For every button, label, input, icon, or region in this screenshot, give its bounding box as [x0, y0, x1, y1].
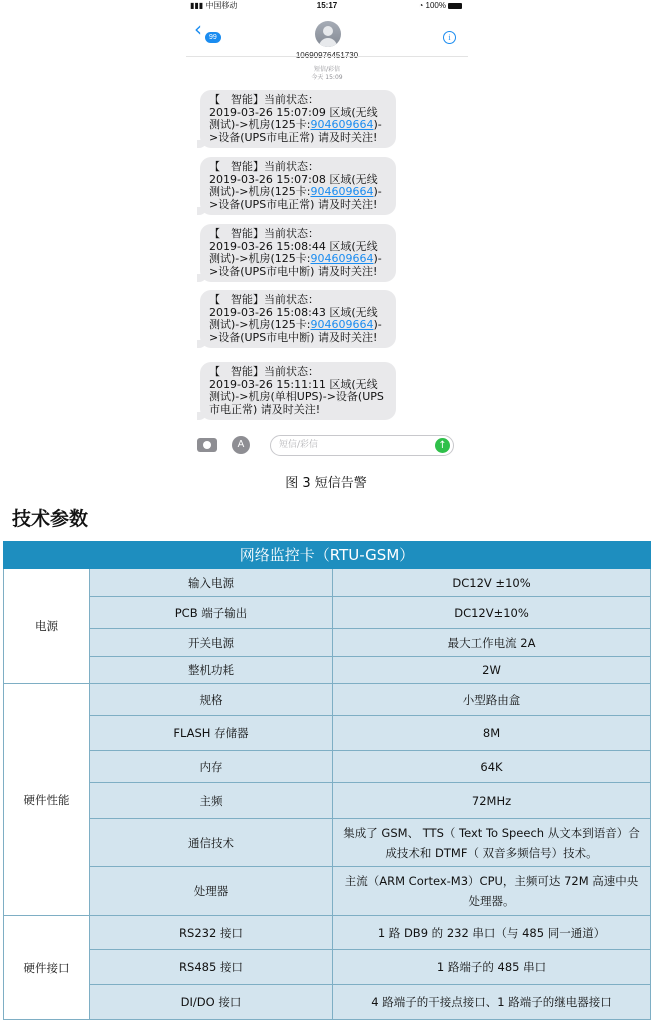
message-text-tail: )->设备(UPS市电中断) 请及时关注! [209, 252, 382, 278]
back-chevron-icon[interactable]: ‹ [194, 17, 202, 41]
param-label: 规格 [90, 684, 333, 716]
phone-link[interactable]: 904609664 [310, 252, 374, 265]
param-value: 64K [333, 751, 651, 783]
table-title: 网络监控卡（RTU-GSM） [4, 542, 651, 569]
message-text-tail: )->设备(UPS市电正常) 请及时关注! [209, 185, 382, 211]
param-value: 1 路端子的 485 串口 [333, 950, 651, 985]
table-row [4, 629, 651, 657]
message-bubble[interactable] [200, 362, 396, 420]
table-row [4, 867, 651, 916]
message-bubble[interactable] [200, 224, 396, 282]
section-heading: 技术参数 [12, 508, 89, 530]
param-label: 处理器 [90, 867, 333, 916]
table-row [4, 751, 651, 783]
figure-caption: 图 3 短信告警 [285, 476, 367, 491]
info-icon[interactable]: i [443, 31, 456, 44]
param-value: 72MHz [333, 783, 651, 819]
message-input-placeholder: 短信/彩信 [279, 440, 319, 450]
send-arrow-icon[interactable]: ↑ [435, 438, 450, 453]
message-text: 【 智能】当前状态： 2019-03-26 15:07:09 区域(无线测试)->机房(125卡: [209, 93, 378, 131]
table-row [4, 783, 651, 819]
param-label: 通信技术 [90, 819, 333, 867]
table-row [4, 916, 651, 950]
table-row [4, 657, 651, 684]
thread-time: 今天 15:09 [311, 74, 343, 81]
param-value: 最大工作电流 2A [333, 629, 651, 657]
param-value: DC12V ±10% [333, 569, 651, 597]
param-label: 内存 [90, 751, 333, 783]
message-bubble[interactable] [200, 157, 396, 215]
avatar-body [319, 38, 337, 47]
group-label: 硬件性能 [4, 684, 90, 916]
table-row [4, 569, 651, 597]
message-text: 【 智能】当前状态： 2019-03-26 15:08:43 区域(无线测试)->机房(125卡: [209, 293, 378, 331]
unread-badge[interactable]: 99 [205, 32, 221, 43]
param-label: FLASH 存储器 [90, 716, 333, 751]
param-value: DC12V±10% [333, 597, 651, 629]
param-value: 2W [333, 657, 651, 684]
param-value: 8M [333, 716, 651, 751]
param-value: 1 路 DB9 的 232 串口（与 485 同一通道） [333, 916, 651, 950]
message-bubble[interactable] [200, 290, 396, 348]
param-label: 主频 [90, 783, 333, 819]
param-label: RS232 接口 [90, 916, 333, 950]
service-label: 短信/彩信 [313, 66, 341, 73]
status-time: 15:17 [316, 1, 338, 10]
param-label: DI/DO 接口 [90, 985, 333, 1020]
carrier-label: ▮▮▮ 中国移动 [190, 1, 238, 10]
param-value: 小型路由盒 [333, 684, 651, 716]
status-bar [186, 0, 468, 11]
camera-icon[interactable] [197, 438, 217, 452]
message-bubble[interactable] [200, 90, 396, 148]
group-label: 电源 [4, 569, 90, 684]
battery-indicator: ◔ 100% [418, 0, 462, 11]
param-label: 输入电源 [90, 569, 333, 597]
message-text: 【 智能】当前状态： 2019-03-26 15:08:44 区域(无线测试)->机房(125卡: [209, 227, 378, 265]
message-input[interactable] [270, 435, 454, 456]
message-text-tail: )->设备(UPS市电正常) 请及时关注! [209, 118, 382, 144]
table-row [4, 716, 651, 751]
app-store-icon[interactable]: A [232, 436, 250, 454]
param-label: 开关电源 [90, 629, 333, 657]
phone-link[interactable]: 904609664 [310, 118, 374, 131]
message-text: 【 智能】当前状态： 2019-03-26 15:07:08 区域(无线测试)->机房(125卡: [209, 160, 378, 198]
param-label: PCB 端子输出 [90, 597, 333, 629]
param-value: 集成了 GSM、 TTS（ Text To Speech 从文本到语音）合成技术和 DTMF（ 双音多频信号）技术。 [333, 819, 651, 867]
table-row [4, 819, 651, 867]
param-label: RS485 接口 [90, 950, 333, 985]
message-composer [186, 432, 468, 458]
param-value: 主流（ARM Cortex-M3）CPU，主频可达 72M 高速中央处理器。 [333, 867, 651, 916]
spec-table [3, 541, 651, 1020]
header-divider [186, 56, 468, 57]
table-row [4, 684, 651, 716]
message-text-tail: )->设备(UPS市电中断) 请及时关注! [209, 318, 382, 344]
contact-avatar[interactable] [315, 21, 341, 47]
thread-datestamp [186, 66, 468, 82]
param-label: 整机功耗 [90, 657, 333, 684]
battery-icon [448, 3, 462, 9]
avatar-head [323, 26, 333, 36]
table-title-row [4, 542, 651, 569]
group-label: 硬件接口 [4, 916, 90, 1020]
message-text: 【 智能】当前状态： 2019-03-26 15:11:11 区域(无线测试)->机房(单相UPS)->设备(UPS市电正常) 请及时关注! [209, 365, 384, 416]
param-value: 4 路端子的干接点接口、1 路端子的继电器接口 [333, 985, 651, 1020]
phone-link[interactable]: 904609664 [310, 318, 374, 331]
phone-screenshot [186, 0, 468, 466]
table-row [4, 985, 651, 1020]
table-row [4, 950, 651, 985]
table-row [4, 597, 651, 629]
conversation-header [186, 11, 468, 56]
phone-link[interactable]: 904609664 [310, 185, 374, 198]
